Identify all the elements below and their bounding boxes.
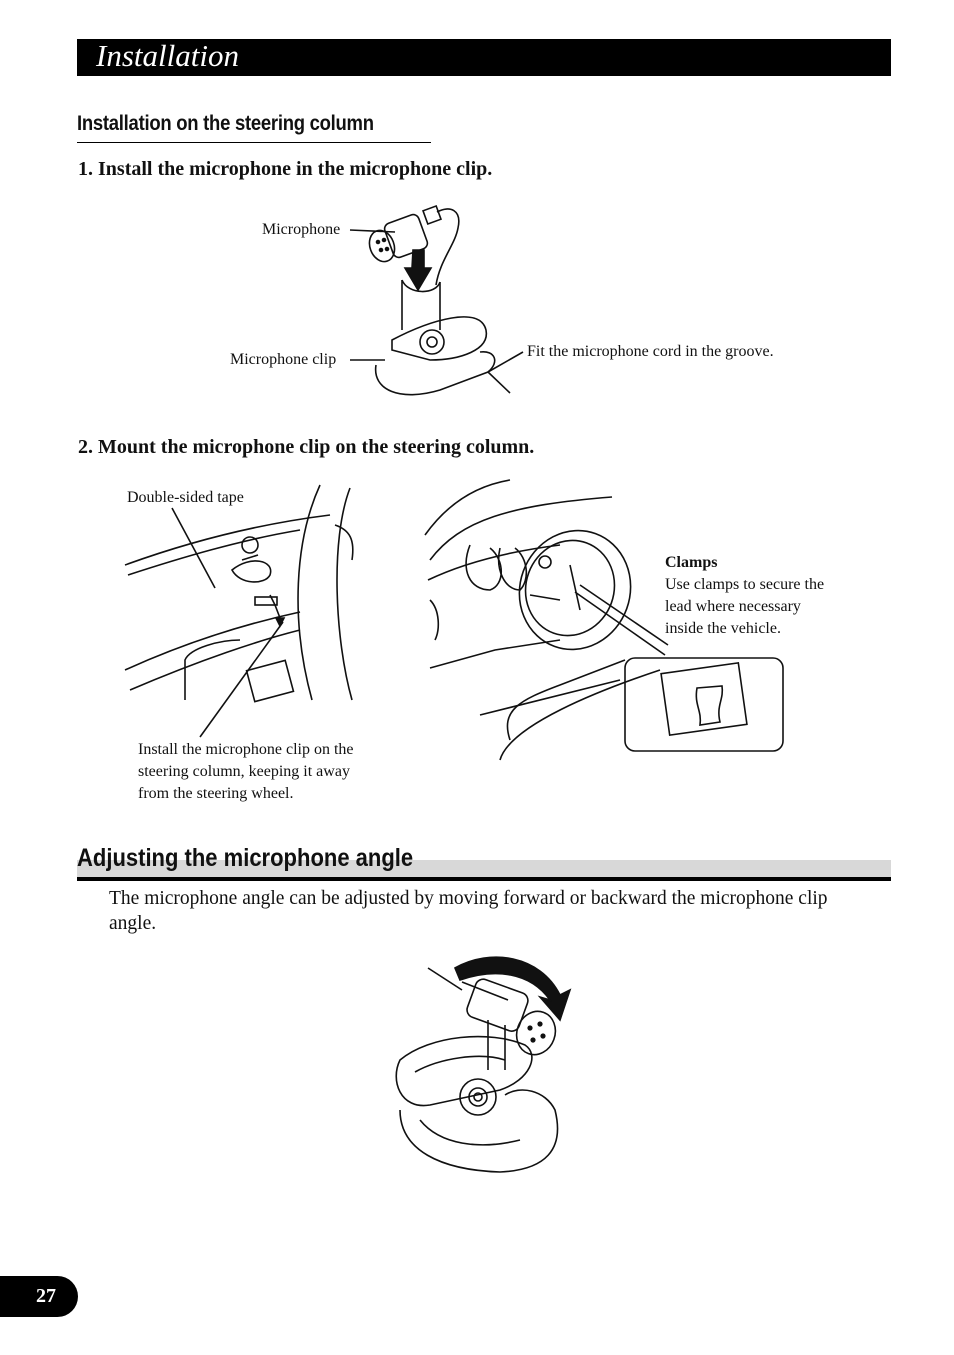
page-number: 27	[0, 1276, 78, 1317]
label-microphone: Microphone	[262, 221, 341, 238]
label-groove-note: Fit the microphone cord in the groove.	[527, 343, 774, 360]
install-note-line-1: Install the microphone clip on the	[138, 741, 354, 758]
label-double-sided-tape: Double-sided tape	[127, 489, 244, 506]
page-title: Installation	[96, 38, 239, 73]
section-heading-steering-column: Installation on the steering column	[77, 112, 374, 135]
step-1: 1. Install the microphone in the microphone clip.	[78, 158, 493, 180]
clamps-line-3: inside the vehicle.	[665, 620, 781, 637]
clamps-title: Clamps	[665, 554, 718, 571]
label-microphone-clip: Microphone clip	[230, 351, 337, 368]
clamps-line-1: Use clamps to secure the	[665, 576, 825, 593]
install-note-line-3: from the steering wheel.	[138, 785, 294, 802]
install-note-line-2: steering column, keeping it away	[138, 763, 350, 780]
clamps-line-2: lead where necessary	[665, 598, 801, 615]
section-heading-adjust-angle: Adjusting the microphone angle	[77, 844, 414, 872]
adjust-angle-description: The microphone angle can be adjusted by moving forward or backward the microphone clip angle.	[109, 888, 828, 934]
step-2: 2. Mount the microphone clip on the steering column.	[78, 436, 535, 458]
